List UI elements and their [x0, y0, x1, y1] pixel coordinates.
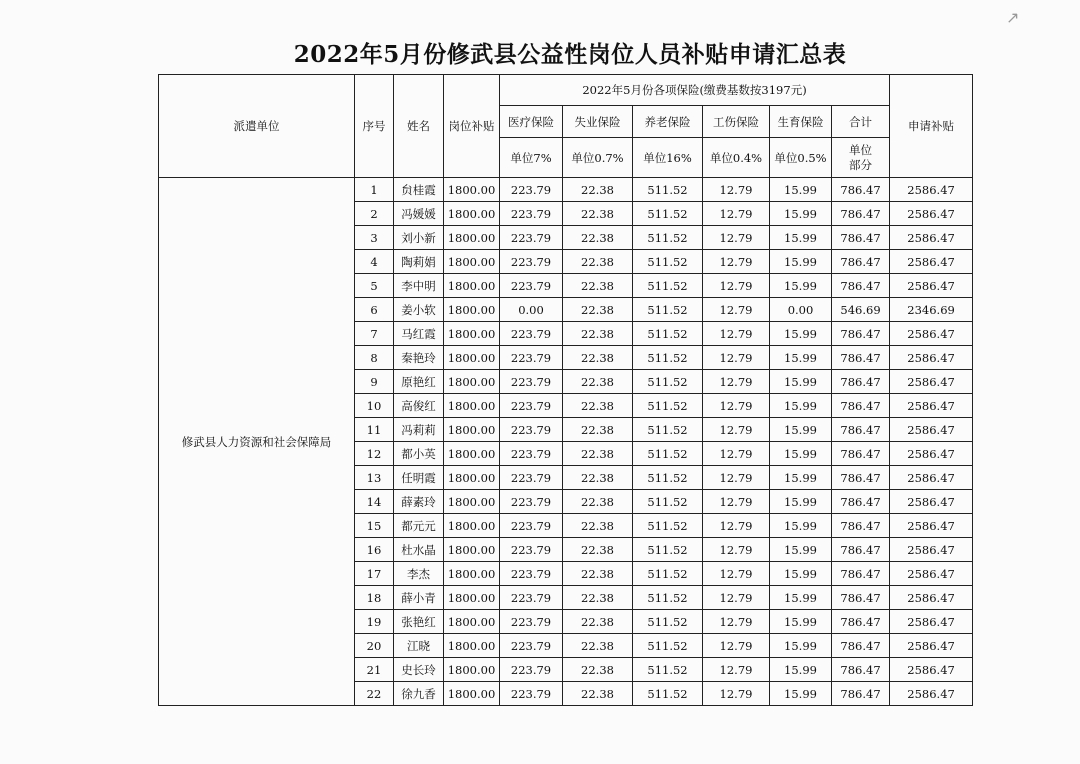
cell-seq: 14 [355, 490, 394, 514]
cell-total: 786.47 [832, 682, 890, 706]
cell-seq: 7 [355, 322, 394, 346]
cell-seq: 6 [355, 298, 394, 322]
cell-seq: 4 [355, 250, 394, 274]
cell-total: 786.47 [832, 562, 890, 586]
cell-name: 薛素玲 [394, 490, 444, 514]
cell-post-subsidy: 1800.00 [444, 514, 500, 538]
header-pension: 养老保险 [633, 106, 703, 138]
cell-unemployment: 22.38 [563, 634, 633, 658]
cell-post-subsidy: 1800.00 [444, 178, 500, 202]
cell-name: 原艳红 [394, 370, 444, 394]
cell-medical: 223.79 [500, 658, 563, 682]
cell-seq: 11 [355, 418, 394, 442]
cell-post-subsidy: 1800.00 [444, 442, 500, 466]
cell-total: 786.47 [832, 586, 890, 610]
cell-seq: 15 [355, 514, 394, 538]
cell-pension: 511.52 [633, 178, 703, 202]
cell-medical: 223.79 [500, 538, 563, 562]
cell-apply-subsidy: 2586.47 [890, 226, 973, 250]
header-apply-subsidy: 申请补贴 [890, 75, 973, 178]
cell-medical: 223.79 [500, 394, 563, 418]
cell-post-subsidy: 1800.00 [444, 682, 500, 706]
cell-pension: 511.52 [633, 394, 703, 418]
cell-medical: 223.79 [500, 610, 563, 634]
cell-post-subsidy: 1800.00 [444, 634, 500, 658]
cell-unemployment: 22.38 [563, 370, 633, 394]
cell-pension: 511.52 [633, 250, 703, 274]
cell-post-subsidy: 1800.00 [444, 346, 500, 370]
cell-injury: 12.79 [703, 226, 770, 250]
cell-apply-subsidy: 2586.47 [890, 394, 973, 418]
cell-apply-subsidy: 2586.47 [890, 490, 973, 514]
cell-seq: 12 [355, 442, 394, 466]
cell-name: 徐九香 [394, 682, 444, 706]
cell-name: 冯媛媛 [394, 202, 444, 226]
header-injury-rate: 单位0.4% [703, 138, 770, 178]
cell-medical: 223.79 [500, 346, 563, 370]
cell-post-subsidy: 1800.00 [444, 658, 500, 682]
header-total-unit-part [832, 138, 890, 178]
cell-maternity: 15.99 [770, 226, 832, 250]
cell-unemployment: 22.38 [563, 274, 633, 298]
cell-name: 李中明 [394, 274, 444, 298]
cell-medical: 223.79 [500, 442, 563, 466]
cell-seq: 3 [355, 226, 394, 250]
cell-total: 786.47 [832, 634, 890, 658]
cell-post-subsidy: 1800.00 [444, 538, 500, 562]
cell-medical: 223.79 [500, 490, 563, 514]
cell-medical: 0.00 [500, 298, 563, 322]
header-unemployment: 失业保险 [563, 106, 633, 138]
cell-name: 刘小新 [394, 226, 444, 250]
cell-unemployment: 22.38 [563, 418, 633, 442]
cell-post-subsidy: 1800.00 [444, 226, 500, 250]
cell-total: 786.47 [832, 202, 890, 226]
cell-post-subsidy: 1800.00 [444, 610, 500, 634]
cell-medical: 223.79 [500, 514, 563, 538]
cell-apply-subsidy: 2586.47 [890, 250, 973, 274]
cell-total: 786.47 [832, 418, 890, 442]
cell-seq: 10 [355, 394, 394, 418]
cell-medical: 223.79 [500, 274, 563, 298]
cell-name: 都元元 [394, 514, 444, 538]
header-name: 姓名 [394, 75, 444, 178]
cell-medical: 223.79 [500, 250, 563, 274]
cell-apply-subsidy: 2586.47 [890, 442, 973, 466]
cell-medical: 223.79 [500, 562, 563, 586]
cell-name: 贠桂霞 [394, 178, 444, 202]
cell-name: 张艳红 [394, 610, 444, 634]
cell-pension: 511.52 [633, 586, 703, 610]
cell-post-subsidy: 1800.00 [444, 490, 500, 514]
cell-maternity: 0.00 [770, 298, 832, 322]
cell-maternity: 15.99 [770, 634, 832, 658]
cell-medical: 223.79 [500, 370, 563, 394]
header-maternity: 生育保险 [770, 106, 832, 138]
cell-apply-subsidy: 2346.69 [890, 298, 973, 322]
cell-apply-subsidy: 2586.47 [890, 370, 973, 394]
cell-post-subsidy: 1800.00 [444, 322, 500, 346]
cell-seq: 1 [355, 178, 394, 202]
cell-pension: 511.52 [633, 346, 703, 370]
cell-apply-subsidy: 2586.47 [890, 586, 973, 610]
cell-injury: 12.79 [703, 514, 770, 538]
cell-injury: 12.79 [703, 178, 770, 202]
cell-total: 786.47 [832, 442, 890, 466]
header-maternity-rate: 单位0.5% [770, 138, 832, 178]
cell-pension: 511.52 [633, 490, 703, 514]
cell-apply-subsidy: 2586.47 [890, 562, 973, 586]
cell-name: 杜水晶 [394, 538, 444, 562]
header-seq: 序号 [355, 75, 394, 178]
cell-total: 786.47 [832, 658, 890, 682]
cell-medical: 223.79 [500, 682, 563, 706]
cell-injury: 12.79 [703, 322, 770, 346]
cell-pension: 511.52 [633, 610, 703, 634]
cell-unemployment: 22.38 [563, 394, 633, 418]
cell-apply-subsidy: 2586.47 [890, 514, 973, 538]
cell-injury: 12.79 [703, 298, 770, 322]
header-total: 合计 [832, 106, 890, 138]
cell-apply-subsidy: 2586.47 [890, 658, 973, 682]
cell-total: 786.47 [832, 370, 890, 394]
cell-unemployment: 22.38 [563, 682, 633, 706]
cell-unemployment: 22.38 [563, 322, 633, 346]
cell-injury: 12.79 [703, 274, 770, 298]
cell-seq: 22 [355, 682, 394, 706]
cell-maternity: 15.99 [770, 178, 832, 202]
cell-total: 546.69 [832, 298, 890, 322]
cell-maternity: 15.99 [770, 610, 832, 634]
cell-seq: 5 [355, 274, 394, 298]
cell-post-subsidy: 1800.00 [444, 586, 500, 610]
cell-injury: 12.79 [703, 586, 770, 610]
cell-unemployment: 22.38 [563, 202, 633, 226]
cell-apply-subsidy: 2586.47 [890, 682, 973, 706]
cell-seq: 17 [355, 562, 394, 586]
cell-total: 786.47 [832, 178, 890, 202]
cell-pension: 511.52 [633, 634, 703, 658]
cell-total: 786.47 [832, 466, 890, 490]
cell-seq: 18 [355, 586, 394, 610]
header-insurance-group: 2022年5月份各项保险(缴费基数按3197元) [500, 75, 890, 106]
cell-seq: 13 [355, 466, 394, 490]
cell-pension: 511.52 [633, 370, 703, 394]
cell-maternity: 15.99 [770, 346, 832, 370]
cell-unemployment: 22.38 [563, 562, 633, 586]
cell-pension: 511.52 [633, 202, 703, 226]
cell-medical: 223.79 [500, 202, 563, 226]
cell-name: 都小英 [394, 442, 444, 466]
header-injury: 工伤保险 [703, 106, 770, 138]
cell-total: 786.47 [832, 322, 890, 346]
cell-apply-subsidy: 2586.47 [890, 274, 973, 298]
cell-apply-subsidy: 2586.47 [890, 202, 973, 226]
cell-total: 786.47 [832, 610, 890, 634]
header-medical: 医疗保险 [500, 106, 563, 138]
cell-unemployment: 22.38 [563, 610, 633, 634]
cell-pension: 511.52 [633, 538, 703, 562]
document-title: 2022年5月份修武县公益性岗位人员补贴申请汇总表 [293, 41, 847, 68]
cell-seq: 8 [355, 346, 394, 370]
cell-unemployment: 22.38 [563, 466, 633, 490]
cell-apply-subsidy: 2586.47 [890, 634, 973, 658]
cell-maternity: 15.99 [770, 490, 832, 514]
cell-injury: 12.79 [703, 202, 770, 226]
cell-apply-subsidy: 2586.47 [890, 610, 973, 634]
header-post-subsidy: 岗位补贴 [444, 75, 500, 178]
cell-name: 冯莉莉 [394, 418, 444, 442]
cell-unemployment: 22.38 [563, 298, 633, 322]
cell-name: 马红霞 [394, 322, 444, 346]
cell-seq: 16 [355, 538, 394, 562]
cell-maternity: 15.99 [770, 586, 832, 610]
cell-medical: 223.79 [500, 466, 563, 490]
cell-maternity: 15.99 [770, 562, 832, 586]
cell-post-subsidy: 1800.00 [444, 562, 500, 586]
header-dispatch-unit: 派遣单位 [159, 75, 355, 178]
cell-pension: 511.52 [633, 562, 703, 586]
cell-maternity: 15.99 [770, 370, 832, 394]
cell-injury: 12.79 [703, 658, 770, 682]
cell-pension: 511.52 [633, 322, 703, 346]
cell-medical: 223.79 [500, 586, 563, 610]
cell-unemployment: 22.38 [563, 514, 633, 538]
cell-pension: 511.52 [633, 226, 703, 250]
cell-maternity: 15.99 [770, 658, 832, 682]
cell-name: 秦艳玲 [394, 346, 444, 370]
cell-pension: 511.52 [633, 466, 703, 490]
cell-injury: 12.79 [703, 610, 770, 634]
cell-total: 786.47 [832, 490, 890, 514]
cell-seq: 2 [355, 202, 394, 226]
cell-maternity: 15.99 [770, 394, 832, 418]
header-unemployment-rate: 单位0.7% [563, 138, 633, 178]
cell-medical: 223.79 [500, 178, 563, 202]
cell-maternity: 15.99 [770, 202, 832, 226]
cell-name: 江晓 [394, 634, 444, 658]
cell-medical: 223.79 [500, 226, 563, 250]
cell-maternity: 15.99 [770, 514, 832, 538]
cell-total: 786.47 [832, 226, 890, 250]
cell-maternity: 15.99 [770, 322, 832, 346]
cell-post-subsidy: 1800.00 [444, 370, 500, 394]
cell-unemployment: 22.38 [563, 226, 633, 250]
cell-total: 786.47 [832, 394, 890, 418]
cell-pension: 511.52 [633, 274, 703, 298]
cell-pension: 511.52 [633, 298, 703, 322]
cell-name: 李杰 [394, 562, 444, 586]
cell-pension: 511.52 [633, 418, 703, 442]
cell-seq: 20 [355, 634, 394, 658]
cell-post-subsidy: 1800.00 [444, 274, 500, 298]
cell-post-subsidy: 1800.00 [444, 466, 500, 490]
cell-pension: 511.52 [633, 658, 703, 682]
cell-total: 786.47 [832, 514, 890, 538]
cell-medical: 223.79 [500, 322, 563, 346]
cell-injury: 12.79 [703, 490, 770, 514]
cell-injury: 12.79 [703, 538, 770, 562]
cell-medical: 223.79 [500, 634, 563, 658]
cell-apply-subsidy: 2586.47 [890, 346, 973, 370]
cell-post-subsidy: 1800.00 [444, 202, 500, 226]
cell-maternity: 15.99 [770, 682, 832, 706]
cell-injury: 12.79 [703, 250, 770, 274]
page-corner-mark: ↗ [1006, 8, 1020, 27]
cell-apply-subsidy: 2586.47 [890, 466, 973, 490]
cell-injury: 12.79 [703, 418, 770, 442]
cell-injury: 12.79 [703, 562, 770, 586]
cell-injury: 12.79 [703, 634, 770, 658]
cell-pension: 511.52 [633, 442, 703, 466]
header-pension-rate: 单位16% [633, 138, 703, 178]
cell-maternity: 15.99 [770, 418, 832, 442]
cell-maternity: 15.99 [770, 274, 832, 298]
subsidy-summary-table [158, 74, 973, 706]
cell-unemployment: 22.38 [563, 490, 633, 514]
cell-medical: 223.79 [500, 418, 563, 442]
cell-injury: 12.79 [703, 682, 770, 706]
cell-unemployment: 22.38 [563, 346, 633, 370]
cell-dispatch-unit: 修武县人力资源和社会保障局 [159, 178, 355, 706]
cell-name: 任明霞 [394, 466, 444, 490]
cell-pension: 511.52 [633, 514, 703, 538]
cell-seq: 9 [355, 370, 394, 394]
table-row [159, 178, 973, 202]
cell-total: 786.47 [832, 346, 890, 370]
cell-unemployment: 22.38 [563, 178, 633, 202]
cell-unemployment: 22.38 [563, 442, 633, 466]
cell-injury: 12.79 [703, 370, 770, 394]
cell-unemployment: 22.38 [563, 250, 633, 274]
header-medical-rate: 单位7% [500, 138, 563, 178]
cell-post-subsidy: 1800.00 [444, 418, 500, 442]
cell-unemployment: 22.38 [563, 586, 633, 610]
cell-name: 薛小青 [394, 586, 444, 610]
cell-name: 史长玲 [394, 658, 444, 682]
cell-injury: 12.79 [703, 442, 770, 466]
cell-maternity: 15.99 [770, 250, 832, 274]
cell-unemployment: 22.38 [563, 538, 633, 562]
cell-total: 786.47 [832, 274, 890, 298]
cell-apply-subsidy: 2586.47 [890, 178, 973, 202]
cell-maternity: 15.99 [770, 538, 832, 562]
cell-pension: 511.52 [633, 682, 703, 706]
cell-seq: 19 [355, 610, 394, 634]
cell-apply-subsidy: 2586.47 [890, 322, 973, 346]
cell-maternity: 15.99 [770, 442, 832, 466]
cell-name: 陶莉娟 [394, 250, 444, 274]
cell-unemployment: 22.38 [563, 658, 633, 682]
cell-maternity: 15.99 [770, 466, 832, 490]
cell-post-subsidy: 1800.00 [444, 394, 500, 418]
cell-apply-subsidy: 2586.47 [890, 538, 973, 562]
header-total-unit-part-text: 单位部分 [849, 142, 873, 172]
cell-seq: 21 [355, 658, 394, 682]
cell-post-subsidy: 1800.00 [444, 298, 500, 322]
cell-name: 姜小软 [394, 298, 444, 322]
cell-apply-subsidy: 2586.47 [890, 418, 973, 442]
cell-post-subsidy: 1800.00 [444, 250, 500, 274]
cell-injury: 12.79 [703, 466, 770, 490]
cell-name: 高俊红 [394, 394, 444, 418]
cell-injury: 12.79 [703, 346, 770, 370]
cell-total: 786.47 [832, 538, 890, 562]
cell-injury: 12.79 [703, 394, 770, 418]
cell-total: 786.47 [832, 250, 890, 274]
